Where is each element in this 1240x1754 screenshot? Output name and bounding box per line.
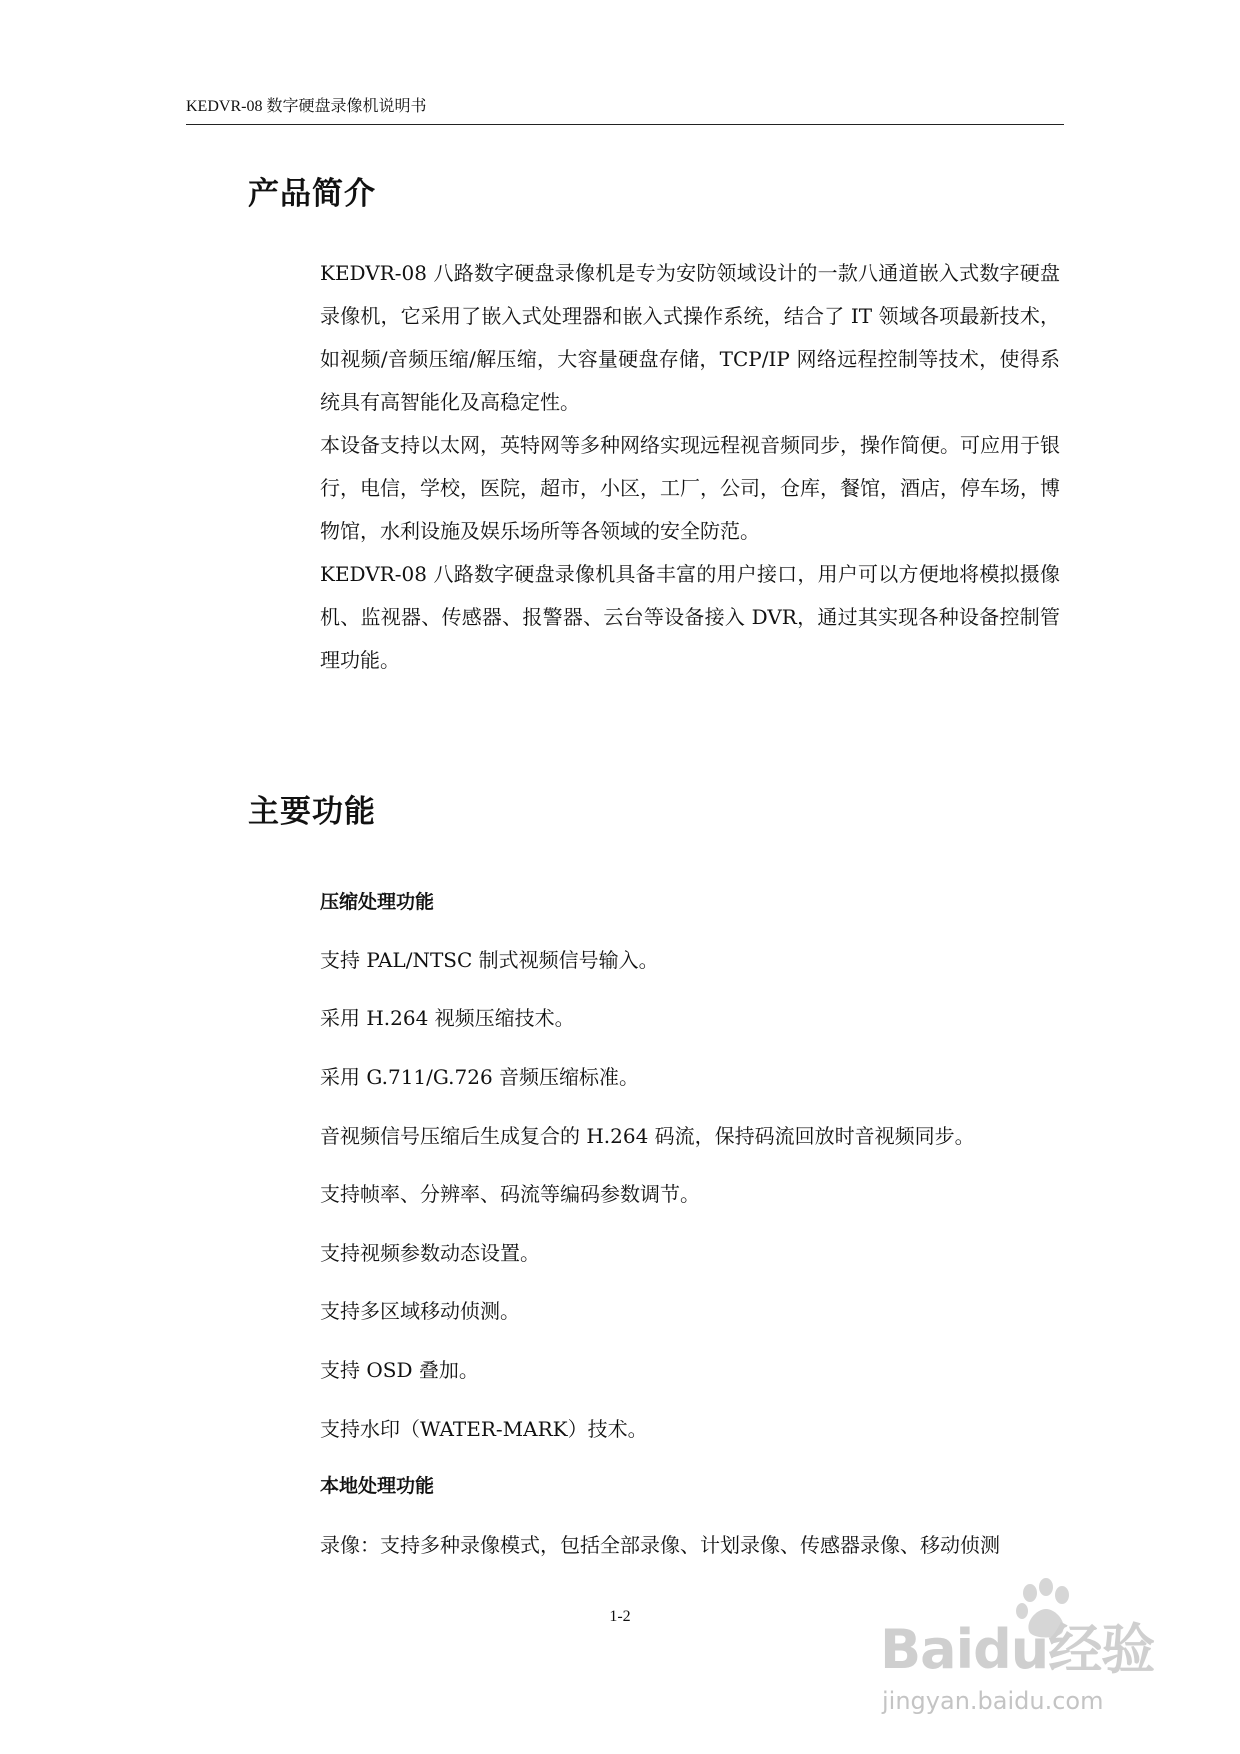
page-number: 1-2 <box>609 1608 631 1625</box>
section-title-main-functions: 主要功能 <box>248 794 376 830</box>
subsection-heading-compression: 压缩处理功能 <box>320 891 435 913</box>
list-item: 音视频信号压缩后生成复合的 H.264 码流，保持码流回放时音视频同步。 <box>320 1124 975 1148</box>
list-item: 支持多区域移动侦测。 <box>320 1299 520 1323</box>
list-item: 支持水印（WATER-MARK）技术。 <box>320 1417 648 1441</box>
document-header: KEDVR-08 数字硬盘录像机说明书 <box>186 96 1064 125</box>
list-item: 支持 PAL/NTSC 制式视频信号输入。 <box>320 948 659 972</box>
section-title-product-intro: 产品简介 <box>248 176 376 212</box>
intro-paragraph-1: KEDVR-08 八路数字硬盘录像机是专为安防领域设计的一款八通道嵌入式数字硬盘录像机，它采用了嵌入式处理器和嵌入式操作系统，结合了 IT 领域各项最新技术，如视频/音频压缩/解压缩，大容量硬盘存储，TCP/IP 网络远程控制等技术，使得系统具有高智能化及高稳定性。 <box>320 261 1060 414</box>
list-item: 采用 H.264 视频压缩技术。 <box>320 1006 575 1030</box>
subsection-heading-local-processing: 本地处理功能 <box>320 1475 435 1497</box>
list-item: 支持视频参数动态设置。 <box>320 1241 540 1265</box>
list-item: 录像：支持多种录像模式，包括全部录像、计划录像、传感器录像、移动侦测 <box>320 1533 1000 1557</box>
list-item: 支持帧率、分辨率、码流等编码参数调节。 <box>320 1182 700 1206</box>
watermark-url: jingyan.baidu.com <box>882 1687 1104 1715</box>
list-item: 采用 G.711/G.726 音频压缩标准。 <box>320 1065 640 1089</box>
intro-paragraph-3: KEDVR-08 八路数字硬盘录像机具备丰富的用户接口，用户可以方便地将模拟摄像机、监视器、传感器、报警器、云台等设备接入 DVR，通过其实现各种设备控制管理功能。 <box>320 562 1060 672</box>
list-item: 支持 OSD 叠加。 <box>320 1358 479 1382</box>
watermark-brand: Baidu经验 <box>880 1618 1155 1681</box>
intro-paragraph-2: 本设备支持以太网，英特网等多种网络实现远程视音频同步，操作简便。可应用于银行，电信，学校，医院，超市，小区，工厂，公司，仓库，餐馆，酒店，停车场，博物馆，水利设施及娱乐场所等各领域的安全防范。 <box>320 433 1060 543</box>
baidu-watermark <box>860 1575 1190 1735</box>
